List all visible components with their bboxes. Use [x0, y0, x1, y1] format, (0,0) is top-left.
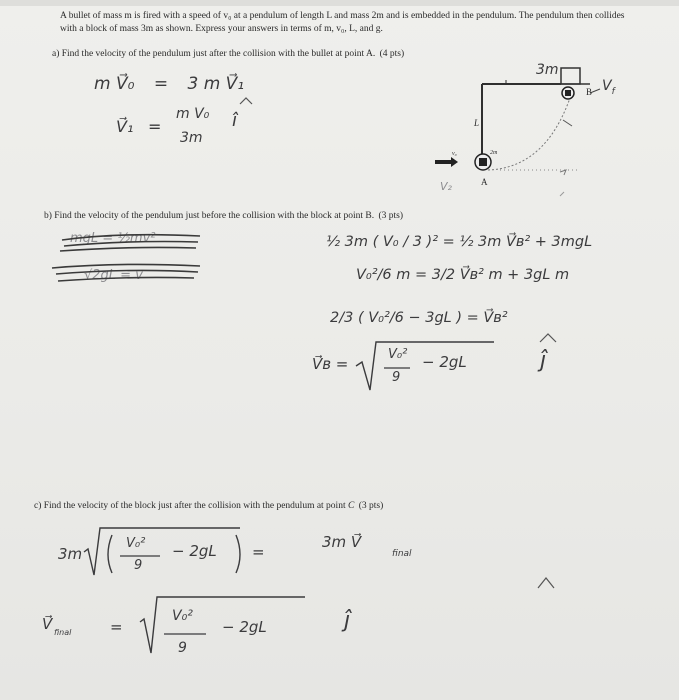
- bullet-velocity-label: v₀: [452, 151, 457, 157]
- block-label: 3m: [536, 62, 559, 78]
- question-a-points: (4 pts): [379, 49, 405, 59]
- length-label: L: [474, 118, 480, 128]
- work-a-line1-eq: =: [153, 74, 169, 94]
- work-a-line2-left: V⃗₁: [116, 117, 134, 136]
- work-a-line1-right: 3 m V⃗₁: [187, 74, 245, 94]
- work-b-line4-rest: − 2gL: [422, 353, 467, 371]
- work-b-line4-den: 9: [392, 370, 401, 385]
- question-b-label: b) Find the velocity of the pendulum just before the collision with the block at point B.: [44, 211, 375, 221]
- work-c-line1-num: V₀²: [126, 536, 146, 551]
- work-a-line2-den: 3m: [180, 130, 203, 146]
- work-a-line2-dir: î: [232, 110, 238, 131]
- work-b-line4-left: V⃗ʙ =: [312, 355, 349, 373]
- work-b-line2: V₀²/6 m = 3/2 V⃗ʙ² m + 3gL m: [356, 267, 570, 283]
- point-a-label: A: [481, 177, 488, 187]
- crossed-work-1: mgL = ½mv²: [70, 231, 156, 246]
- question-c-points: (3 pts): [358, 501, 384, 511]
- work-a-line1-left: m V⃗₀: [94, 74, 135, 94]
- work-b-line1: ½ 3m ( V₀ / 3 )² = ½ 3m V⃗ʙ² + 3mgL: [326, 234, 593, 250]
- work-c-line1-right: 3m V⃗: [322, 533, 362, 551]
- work-b-dir: ĵ: [540, 348, 547, 373]
- question-c-point: C: [347, 501, 355, 511]
- work-b-line3: 2/3 ( V₀²/6 − 3gL ) = V⃗ʙ²: [330, 310, 508, 326]
- v-low-label: V₂: [440, 180, 452, 193]
- work-c-line2-num: V₀²: [172, 608, 193, 624]
- bob-mass-label: 2m: [490, 150, 498, 156]
- work-c-line1-eq: =: [252, 543, 265, 561]
- question-b-points: (3 pts): [378, 211, 403, 221]
- work-c-line1-left: 3m: [58, 545, 83, 563]
- work-c-line2-eq: =: [110, 618, 123, 636]
- work-c-line1-rest: − 2gL: [172, 542, 217, 560]
- point-b-label: B: [586, 87, 593, 97]
- work-c-line2-sub: final: [54, 628, 72, 637]
- work-c-line1-sub: final: [392, 549, 412, 559]
- question-c-label: c) Find the velocity of the block just after the collision with the pendulum at point: [34, 501, 346, 511]
- work-b-line4-num: V₀²: [388, 347, 408, 362]
- work-c-line1-den: 9: [134, 558, 143, 573]
- work-c-line2-rest: − 2gL: [222, 618, 267, 636]
- work-c-line2-left: V⃗: [42, 615, 53, 633]
- v-final-sub: f: [611, 86, 615, 97]
- problem-intro: A bullet of mass m is fired with a speed of v₀ at a pendulum of length L and mass 2m and is embedded in the pendulum. The pendulum then collides with a block of mass 3m as shown. Express your answers in terms of m, v₀, L, and g.: [60, 11, 625, 34]
- question-a-label: a) Find the velocity of the pendulum just after the collision with the bullet at point A.: [52, 49, 376, 59]
- crossed-work-2: √2gL = v: [84, 268, 143, 283]
- work-a-line2-eq: =: [148, 117, 162, 136]
- work-c-dir: ĵ: [344, 608, 351, 633]
- v-final-main: V: [602, 78, 612, 94]
- work-a-line2-num: m V₀: [176, 106, 210, 122]
- work-c-line2-den: 9: [178, 640, 187, 656]
